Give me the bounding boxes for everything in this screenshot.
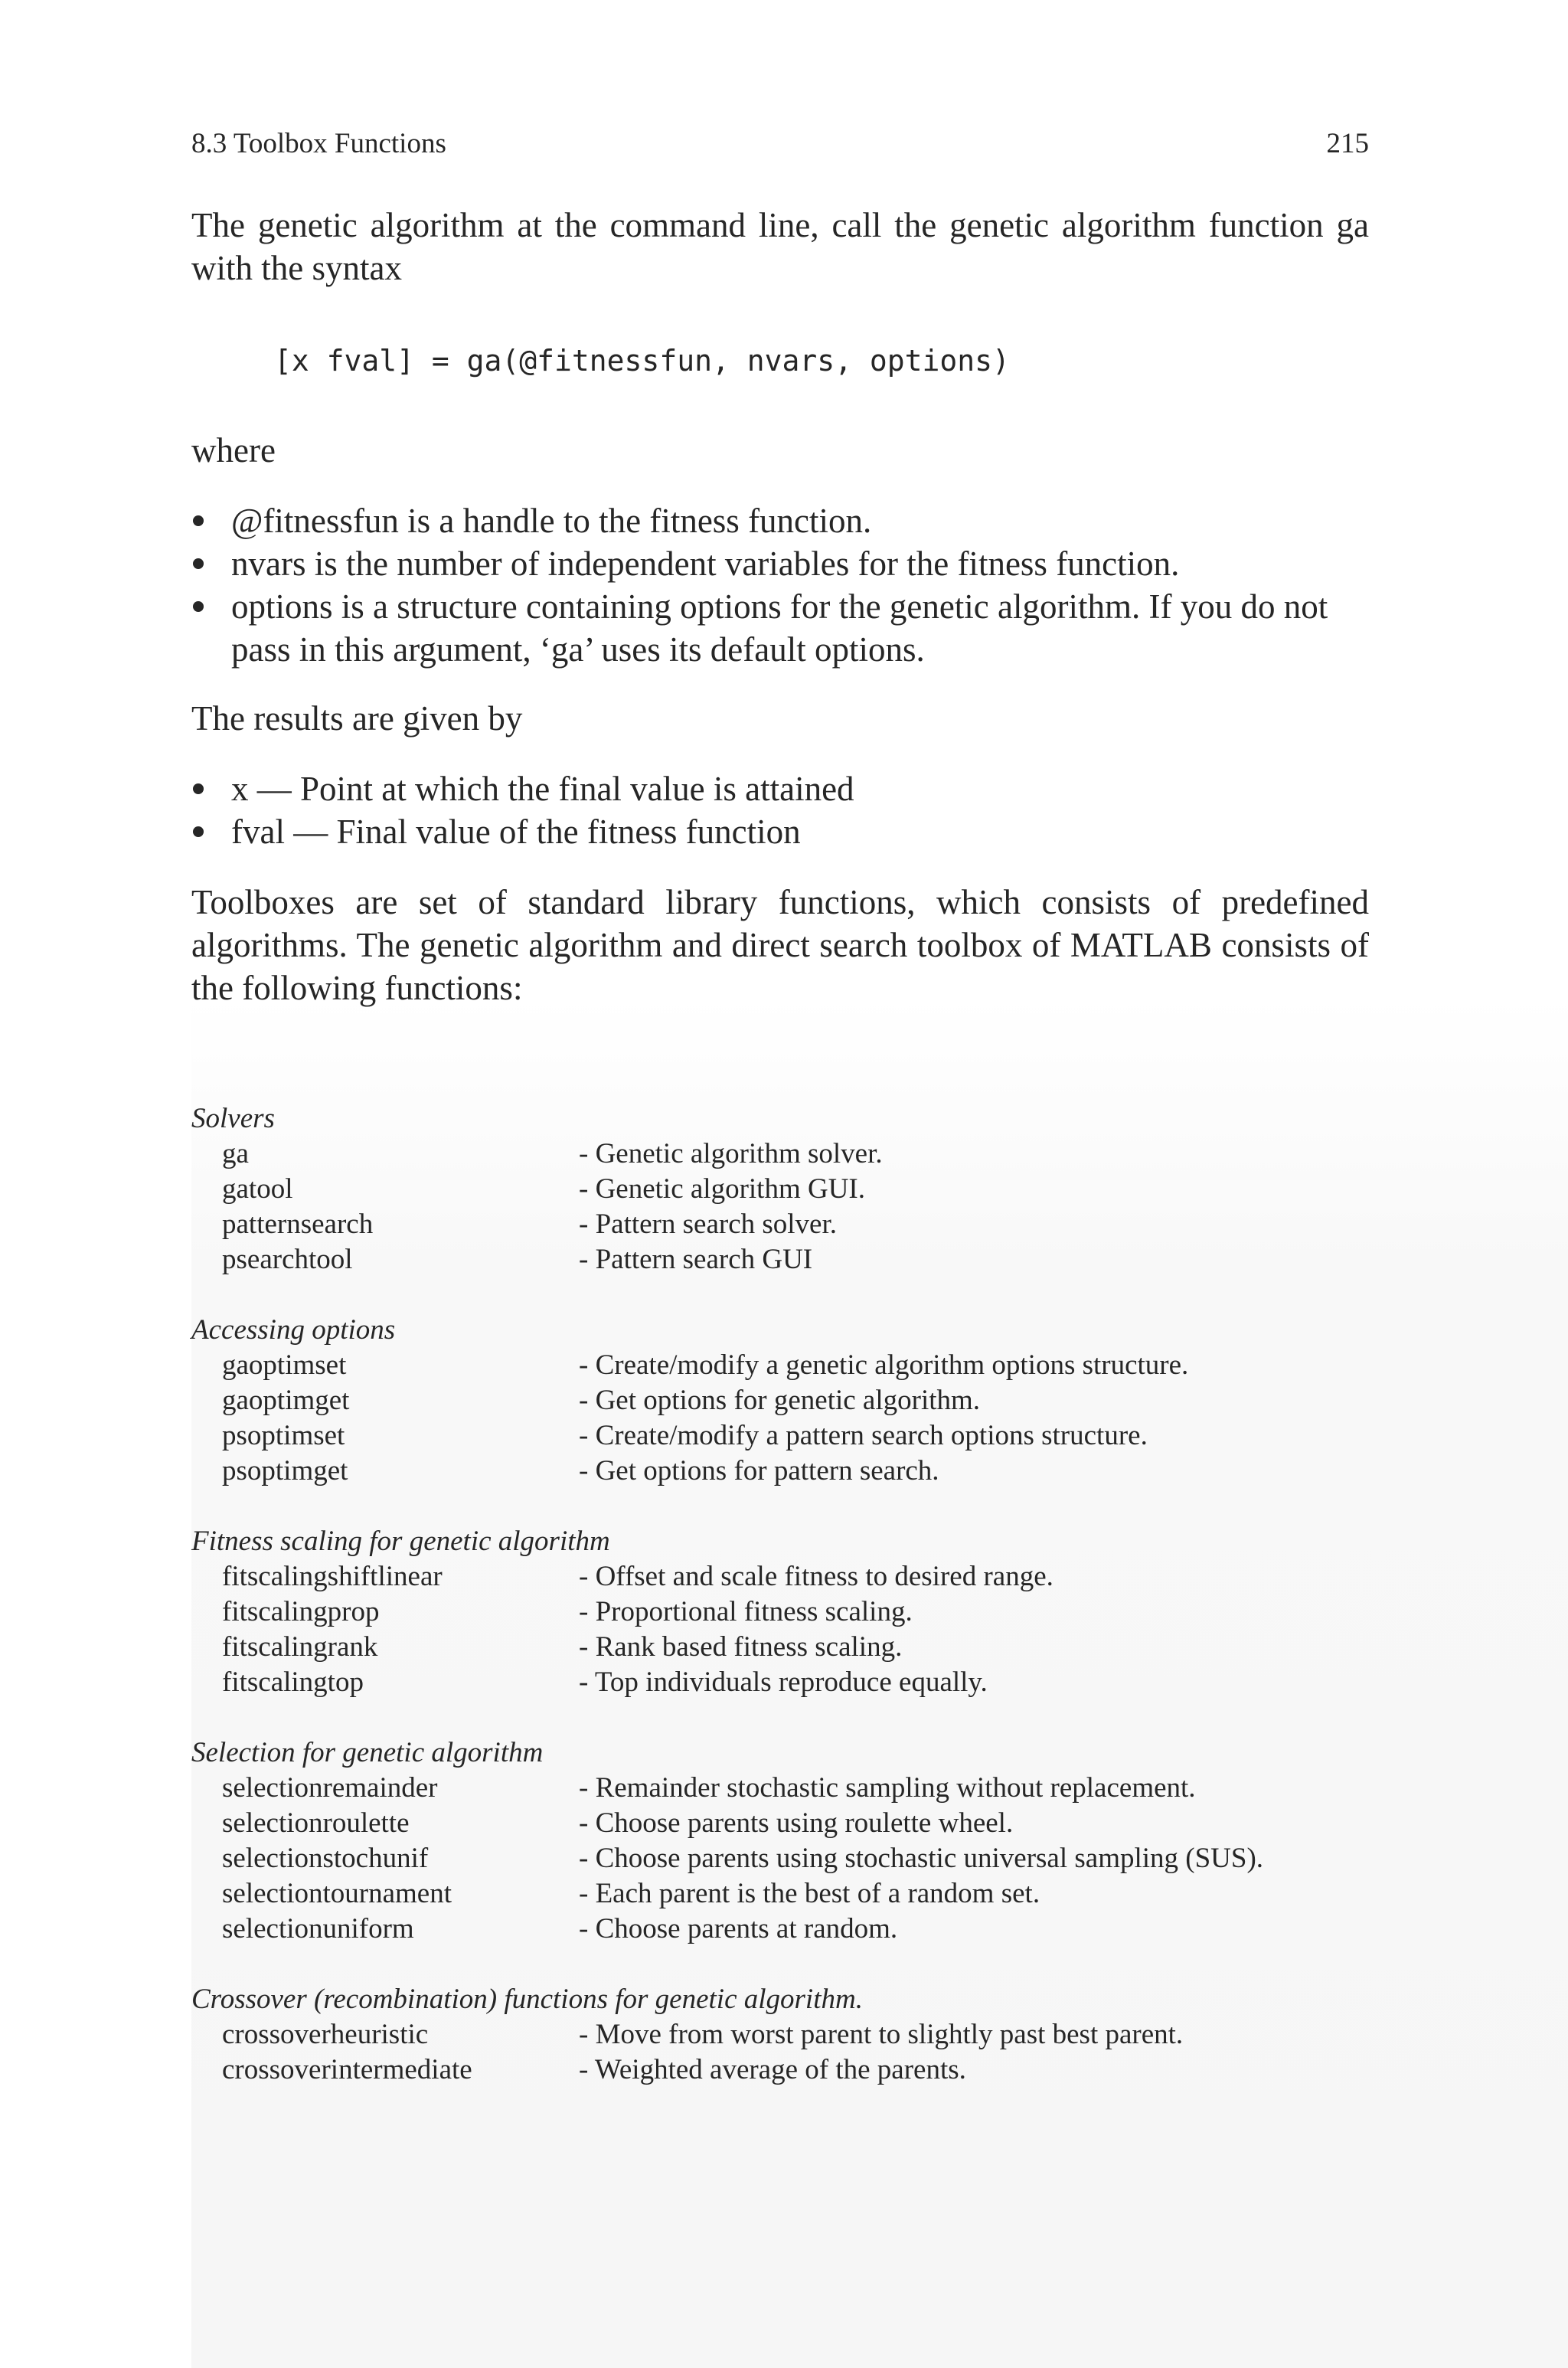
group-title: Crossover (recombination) functions for genetic algorithm. — [191, 1984, 863, 2015]
function-row — [191, 1912, 1386, 1947]
function-row — [191, 1383, 1386, 1418]
function-name: ga — [222, 1138, 249, 1169]
function-description: - Remainder stochastic sampling without replacement. — [579, 1772, 1196, 1804]
group-title: Solvers — [191, 1103, 275, 1134]
function-description: - Proportional fitness scaling. — [579, 1596, 913, 1627]
list-item — [191, 542, 1369, 585]
function-description: - Genetic algorithm GUI. — [579, 1173, 865, 1205]
function-name: patternsearch — [222, 1209, 374, 1240]
function-group — [191, 1982, 1386, 2088]
list-item-text: options is a structure containing options for the genetic algorithm. If you do not pass in this argument, ‘ga’ uses its default options. — [231, 587, 1328, 669]
code-line: [x fval] = ga(@fitnessfun, nvars, options) — [274, 344, 1010, 378]
group-title: Selection for genetic algorithm — [191, 1737, 544, 1768]
function-group — [191, 1313, 1386, 1489]
function-name: gaoptimget — [222, 1385, 350, 1416]
bullet-icon — [193, 601, 204, 612]
function-row — [191, 1454, 1386, 1489]
function-name: selectiontournament — [222, 1878, 452, 1909]
function-list — [191, 1101, 1386, 2123]
function-description: - Choose parents at random. — [579, 1913, 898, 1944]
function-description: - Create/modify a pattern search options structure. — [579, 1420, 1148, 1451]
function-name: fitscalingprop — [222, 1596, 380, 1627]
list-item-text: nvars is the number of independent variables for the fitness function. — [231, 545, 1180, 583]
function-name: gatool — [222, 1173, 293, 1205]
section-title: 8.3 Toolbox Functions — [191, 128, 446, 159]
function-description: - Genetic algorithm solver. — [579, 1138, 883, 1169]
list-item — [191, 499, 1369, 542]
function-row — [191, 1841, 1386, 1876]
function-name: selectionstochunif — [222, 1843, 429, 1874]
function-row — [191, 1172, 1386, 1207]
function-description: - Weighted average of the parents. — [579, 2054, 966, 2085]
function-name: fitscalingrank — [222, 1631, 378, 1663]
bullet-icon — [193, 783, 204, 794]
function-description: - Pattern search GUI — [579, 1244, 813, 1275]
function-row — [191, 1207, 1386, 1242]
function-row — [191, 1348, 1386, 1383]
function-name: selectionroulette — [222, 1807, 410, 1839]
list-item — [191, 585, 1369, 671]
bullet-icon — [193, 515, 204, 526]
function-group — [191, 1735, 1386, 1947]
function-description: - Move from worst parent to slightly past best parent. — [579, 2019, 1184, 2050]
function-description: - Get options for pattern search. — [579, 1455, 939, 1487]
list-item — [191, 810, 1369, 853]
list-item-text: x — Point at which the final value is attained — [231, 770, 854, 808]
function-group — [191, 1524, 1386, 1700]
function-description: - Pattern search solver. — [579, 1209, 837, 1240]
results-list — [191, 767, 1369, 853]
function-description: - Choose parents using roulette wheel. — [579, 1807, 1014, 1839]
function-row — [191, 1137, 1386, 1172]
bullet-icon — [193, 558, 204, 569]
function-row — [191, 1594, 1386, 1630]
group-title: Accessing options — [191, 1314, 396, 1346]
function-row — [191, 1806, 1386, 1841]
function-name: fitscalingtop — [222, 1666, 364, 1698]
function-row — [191, 1665, 1386, 1700]
group-title: Fitness scaling for genetic algorithm — [191, 1526, 610, 1557]
toolbox-paragraph: Toolboxes are set of standard library functions, which consists of predefined algorithms. The genetic algorithm and direct search toolbox of MATLAB consists of the following functions: — [191, 883, 1369, 1007]
list-item-text: fval — Final value of the fitness function — [231, 813, 801, 851]
results-label: The results are given by — [191, 699, 523, 738]
function-row — [191, 1630, 1386, 1665]
page-number: 215 — [1326, 128, 1369, 159]
function-description: - Each parent is the best of a random set. — [579, 1878, 1040, 1909]
function-name: psearchtool — [222, 1244, 353, 1275]
function-name: crossoverintermediate — [222, 2054, 472, 2085]
function-row — [191, 2052, 1386, 2088]
where-label: where — [191, 431, 276, 469]
list-item-text: @fitnessfun is a handle to the fitness function. — [231, 502, 872, 540]
bullet-icon — [193, 826, 204, 837]
function-name: crossoverheuristic — [222, 2019, 429, 2050]
function-name: selectionremainder — [222, 1772, 438, 1804]
function-description: - Offset and scale fitness to desired range. — [579, 1561, 1054, 1592]
function-description: - Rank based fitness scaling. — [579, 1631, 903, 1663]
function-group — [191, 1101, 1386, 1277]
argument-list — [191, 499, 1369, 671]
function-description: - Top individuals reproduce equally. — [579, 1666, 988, 1698]
function-row — [191, 1559, 1386, 1594]
function-row — [191, 2017, 1386, 2052]
function-description: - Get options for genetic algorithm. — [579, 1385, 981, 1416]
function-row — [191, 1242, 1386, 1277]
list-item — [191, 767, 1369, 810]
function-description: - Create/modify a genetic algorithm options structure. — [579, 1349, 1189, 1381]
function-description: - Choose parents using stochastic universal sampling (SUS). — [579, 1843, 1264, 1874]
function-name: gaoptimset — [222, 1349, 347, 1381]
function-name: selectionuniform — [222, 1913, 414, 1944]
function-row — [191, 1876, 1386, 1912]
function-row — [191, 1418, 1386, 1454]
function-name: psoptimset — [222, 1420, 345, 1451]
function-name: fitscalingshiftlinear — [222, 1561, 443, 1592]
intro-paragraph: The genetic algorithm at the command line, call the genetic algorithm function ga with the syntax — [191, 206, 1369, 287]
function-name: psoptimget — [222, 1455, 348, 1487]
function-row — [191, 1771, 1386, 1806]
